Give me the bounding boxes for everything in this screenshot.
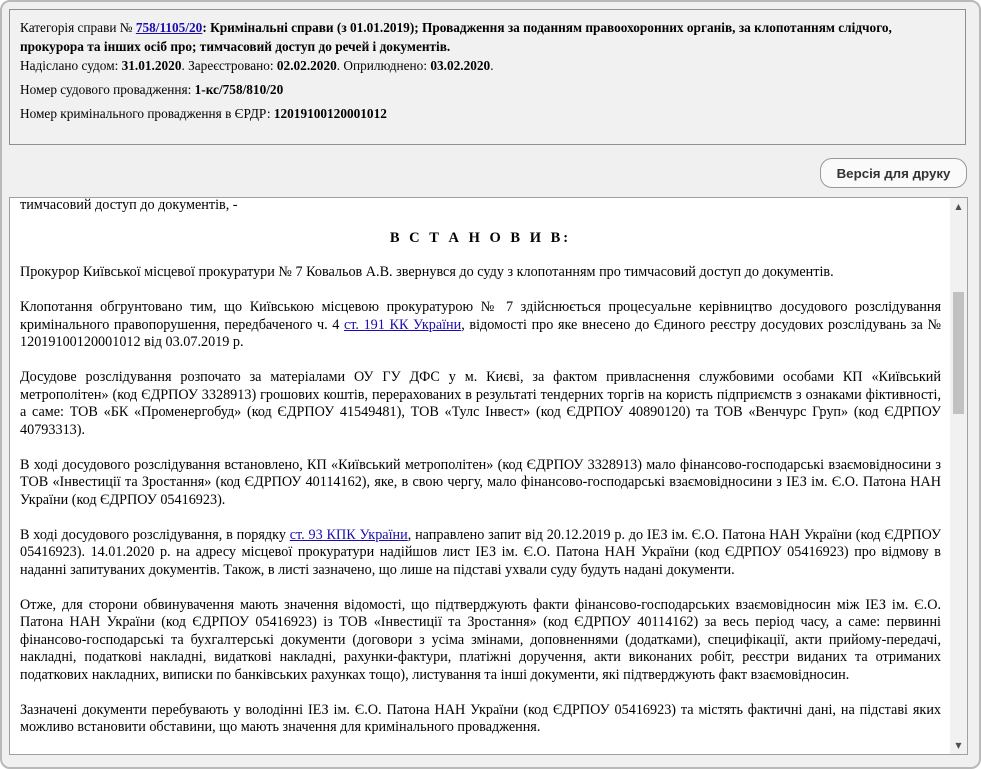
document-viewer[interactable] xyxy=(9,197,968,755)
sent-date: 31.01.2020 xyxy=(121,58,182,73)
doc-paragraph: В ході досудового розслідування встановлено, КП «Київський метрополітен» (код ЄДРПОУ 3328913) мало фінансово-господарські взаємовідносини з ТОВ «Інвестиції та Зростання» (код ЄДРПОУ 40114162), яке, в свою чергу, мало фінансово-господарські взаємовідносини з ІЕЗ ім. Є.О. Патона НАН України (код ЄДРПОУ 05416923). xyxy=(20,456,941,508)
article-191-link[interactable]: ст. 191 КК України xyxy=(343,316,462,333)
published-date: 03.02.2020 xyxy=(430,58,491,73)
print-version-button[interactable]: Версія для друку xyxy=(820,158,967,188)
case-info-box xyxy=(9,9,966,145)
document-scrollbar[interactable] xyxy=(950,198,967,754)
court-proceeding-number: Номер судового провадження: 1-кс/758/810/20 xyxy=(20,82,284,97)
registered-date: 02.02.2020 xyxy=(276,58,337,73)
article-93-link[interactable]: ст. 93 КПК України xyxy=(289,526,408,543)
doc-heading: В С Т А Н О В И В: xyxy=(389,229,572,246)
doc-paragraph: Клопотання обгрунтовано тим, що Київською місцевою прокуратурою № 7 здійснюється процесуальне керівництво досудового розслідування кримінального правопорушення, передбаченого ч. 4 ст. 191 КК України, відомості про яке внесено до Єдиного реєстру досудових розслідувань за № 12019100120001012 від 03.07.2019 р. xyxy=(20,299,941,350)
doc-paragraph: Досудове розслідування розпочато за матеріалами ОУ ГУ ДФС у м. Києві, за фактом привласнення службовими особами КП «Київський метрополітен» (код ЄДРПОУ 3328913) грошових коштів, перерахованих в результаті тендерних торгів на користь підприємств з ознаками фіктивності, а саме: ТОВ «БК «Променергобуд» (код ЄДРПОУ 41549481), ТОВ «Тулс Інвест» (код ЄДРПОУ 40890120) та ТОВ «Венчурс Груп» (код ЄДРПОУ 40793313). xyxy=(20,369,941,438)
document-text xyxy=(20,198,941,755)
doc-paragraph: В ході досудового розслідування, в порядку ст. 93 КПК України, направлено запит від 20.12.2019 р. до ІЕЗ ім. Є.О. Патона НАН України (код ЄДРПОУ 05416923). 14.01.2020 р. на адресу місцевої прокуратури надійшов лист ІЕЗ ім. Є.О. Патона НАН України (код ЄДРПОУ 05416923) про відмову в наданні запитуваних документів. Також, в листі зазначено, що лише на підставі ухвали суду будуть надані документи. xyxy=(20,526,941,578)
triangle-down-icon[interactable]: ▼ xyxy=(955,741,962,750)
triangle-up-icon[interactable]: ▲ xyxy=(955,202,962,211)
doc-paragraph: Отже, для сторони обвинувачення мають значення відомості, що підтверджують факти фінансово-господарських взаємовідносин між ІЕЗ ім. Є.О. Патона НАН України (код ЄДРПОУ 05416923) із ТОВ «Інвестиції та Зростання» (код ЄДРПОУ 40114162) за весь період часу, а саме: первинні фінансово-господарські та бухгалтерські документи (договори з усіма змінами, доповненнями (додатками), специфікації, акти прийому-передачі, накладні, податкові накладні, видаткові накладні, рахунки-фактури, платіжні доручення, акти виконаних робіт, реєстри виданих та отриманих податкових накладних, виписки по банківських рахунках тощо), листування та інші документи, які підтверджують факт взаємовідносин. xyxy=(20,596,941,683)
case-category: Категорія справи № 758/1105/20: Кримінальні справи (з 01.01.2019); Провадження за поданням правоохоронних органів, за клопотанням слідчого, прокурора та інших осіб про; тимчасовий доступ до речей і документів. xyxy=(20,20,892,54)
doc-paragraph: Зазначені документи перебувають у володінні ІЕЗ ім. Є.О. Патона НАН України (код ЄДРПОУ 05416923) та містять фактичні дані, на підставі яких можливо встановити обставини, що мають значення для кримінального провадження. xyxy=(20,701,941,735)
criminal-proceeding-number: Номер кримінального провадження в ЄРДР: 12019100120001012 xyxy=(20,106,387,121)
case-dates: Надіслано судом: 31.01.2020. Зареєстровано: 02.02.2020. Оприлюднено: 03.02.2020. xyxy=(20,58,494,73)
case-number-link[interactable]: 758/1105/20 xyxy=(135,20,203,35)
doc-paragraph: Прокурор Київської місцевої прокуратури № 7 Ковальов А.В. звернувся до суду з клопотанням про тимчасовий доступ до документів. xyxy=(20,264,834,280)
case-category-text: : Кримінальні справи (з 01.01.2019); Провадження за поданням правоохоронних органів, за клопотанням слідчого, прокурора та інших осіб про; тимчасовий доступ до речей і документів. xyxy=(20,20,892,54)
doc-paragraph: тимчасовий доступ до документів, - xyxy=(20,198,238,213)
scrollbar-thumb[interactable] xyxy=(953,292,964,414)
